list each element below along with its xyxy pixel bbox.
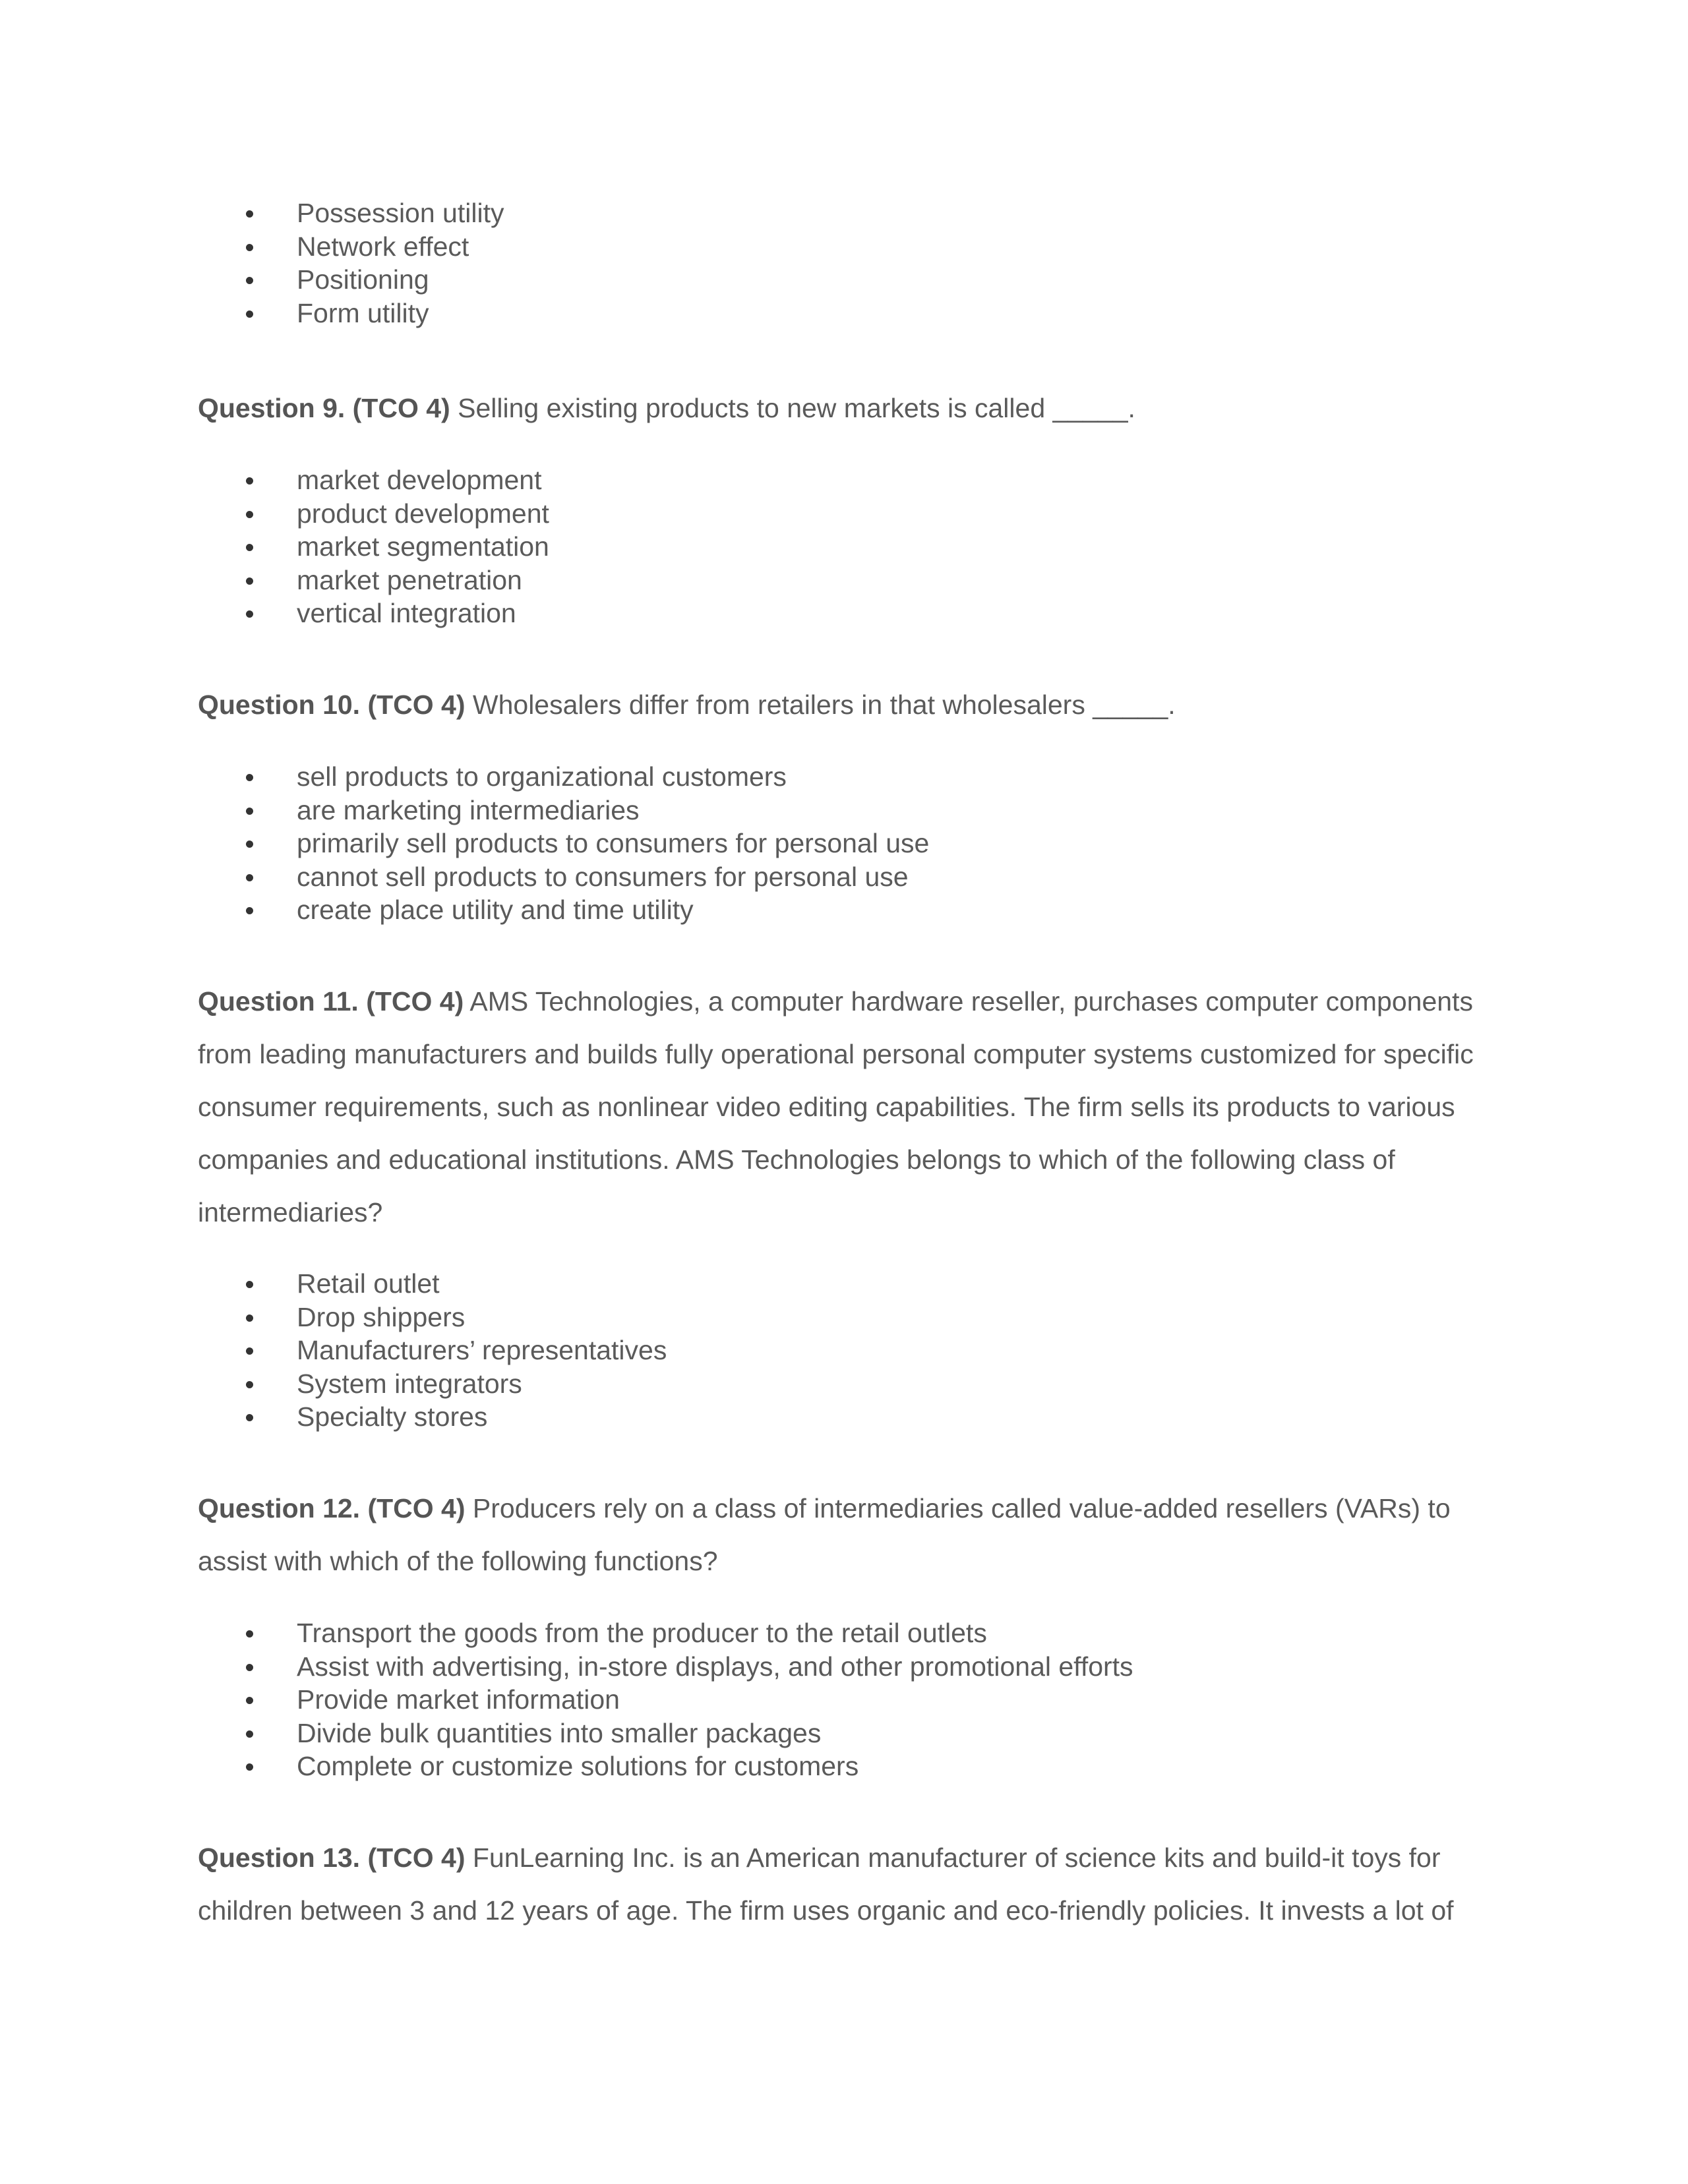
list-item (198, 860, 1490, 894)
answer-list-q10 (198, 760, 1490, 927)
bullet-icon (246, 1347, 253, 1355)
list-item (198, 463, 1490, 497)
question-text: FunLearning Inc. is an American manufacturer of science kits and build-it toys for children between 3 and 12 years of age. The firm uses organic and eco-friendly policies. It invests a lot of (198, 1843, 1454, 1926)
option-label: Transport the goods from the producer to the retail outlets (297, 1618, 987, 1648)
list-item (198, 1267, 1490, 1301)
list-item (198, 1301, 1490, 1334)
bullet-icon (246, 210, 253, 218)
bullet-icon (246, 1763, 253, 1771)
option-label: Manufacturers’ representatives (297, 1335, 667, 1365)
bullet-icon (246, 310, 253, 318)
option-label: Assist with advertising, in-store displays, and other promotional efforts (297, 1651, 1133, 1682)
answer-list-q11 (198, 1267, 1490, 1434)
option-label: are marketing intermediaries (297, 794, 640, 825)
question-13 (198, 1831, 1490, 1937)
bullet-icon (246, 1730, 253, 1738)
list-item (198, 263, 1490, 297)
bullet-icon (246, 244, 253, 251)
bullet-icon (246, 1697, 253, 1704)
list-item (198, 564, 1490, 597)
list-item (198, 1717, 1490, 1750)
option-label: cannot sell products to consumers for personal use (297, 861, 909, 892)
question-text: Selling existing products to new markets is called _____. (450, 393, 1135, 423)
option-label: Positioning (297, 264, 429, 295)
bullet-icon (246, 544, 253, 551)
option-label: System integrators (297, 1368, 522, 1399)
list-item (198, 1750, 1490, 1783)
bullet-icon (246, 907, 253, 914)
list-item (198, 1400, 1490, 1434)
option-label: market development (297, 465, 542, 495)
option-label: Specialty stores (297, 1402, 488, 1432)
option-label: product development (297, 498, 549, 529)
option-label: Drop shippers (297, 1301, 466, 1332)
list-item (198, 1616, 1490, 1650)
option-label: market segmentation (297, 531, 549, 562)
option-label: sell products to organizational customers (297, 761, 787, 792)
question-label: Question 13. (TCO 4) (198, 1843, 466, 1873)
answer-list-q9 (198, 463, 1490, 630)
answer-list-prev (198, 196, 1490, 330)
option-label: Retail outlet (297, 1268, 440, 1299)
bullet-icon (246, 1314, 253, 1322)
bullet-icon (246, 511, 253, 518)
option-label: primarily sell products to consumers for personal use (297, 828, 930, 858)
list-item (198, 597, 1490, 630)
list-item (198, 794, 1490, 827)
question-12 (198, 1482, 1490, 1587)
question-11 (198, 975, 1490, 1239)
list-item (198, 530, 1490, 564)
bullet-icon (246, 610, 253, 618)
list-item (198, 1650, 1490, 1684)
question-9 (198, 382, 1490, 434)
option-label: Divide bulk quantities into smaller packages (297, 1717, 822, 1748)
question-text: Wholesalers differ from retailers in that wholesalers _____. (465, 690, 1176, 720)
list-item (198, 196, 1490, 230)
option-label: Form utility (297, 297, 429, 328)
question-label: Question 11. (TCO 4) (198, 986, 464, 1017)
bullet-icon (246, 874, 253, 881)
bullet-icon (246, 774, 253, 781)
list-item (198, 1683, 1490, 1717)
question-text: AMS Technologies, a computer hardware reseller, purchases computer components from leading manufacturers and builds fully operational personal computer systems customized for specific consumer requirements, such as nonlinear video editing capabilities. The firm sells its products to various companies and educational institutions. AMS Technologies belongs to which of the following class of intermediaries? (198, 986, 1474, 1227)
option-label: Provide market information (297, 1684, 620, 1715)
list-item (198, 497, 1490, 531)
bullet-icon (246, 1381, 253, 1388)
bullet-icon (246, 1630, 253, 1638)
answer-list-q12 (198, 1616, 1490, 1783)
bullet-icon (246, 1281, 253, 1288)
bullet-icon (246, 841, 253, 848)
question-10 (198, 678, 1490, 731)
option-label: vertical integration (297, 598, 516, 628)
list-item (198, 827, 1490, 860)
bullet-icon (246, 277, 253, 284)
bullet-icon (246, 1414, 253, 1421)
bullet-icon (246, 477, 253, 485)
option-label: market penetration (297, 564, 522, 595)
bullet-icon (246, 577, 253, 585)
list-item (198, 893, 1490, 927)
bullet-icon (246, 808, 253, 815)
option-label: create place utility and time utility (297, 895, 694, 925)
option-label: Complete or customize solutions for customers (297, 1751, 859, 1781)
list-item (198, 230, 1490, 264)
list-item (198, 1367, 1490, 1401)
question-label: Question 9. (TCO 4) (198, 393, 450, 423)
list-item (198, 297, 1490, 330)
question-label: Question 12. (TCO 4) (198, 1493, 466, 1523)
bullet-icon (246, 1664, 253, 1671)
question-text: Producers rely on a class of intermediaries called value-added resellers (VARs) to assist with which of the following functions? (198, 1493, 1451, 1576)
option-label: Network effect (297, 231, 469, 262)
list-item (198, 1334, 1490, 1367)
question-label: Question 10. (TCO 4) (198, 690, 466, 720)
option-label: Possession utility (297, 198, 504, 228)
list-item (198, 760, 1490, 794)
